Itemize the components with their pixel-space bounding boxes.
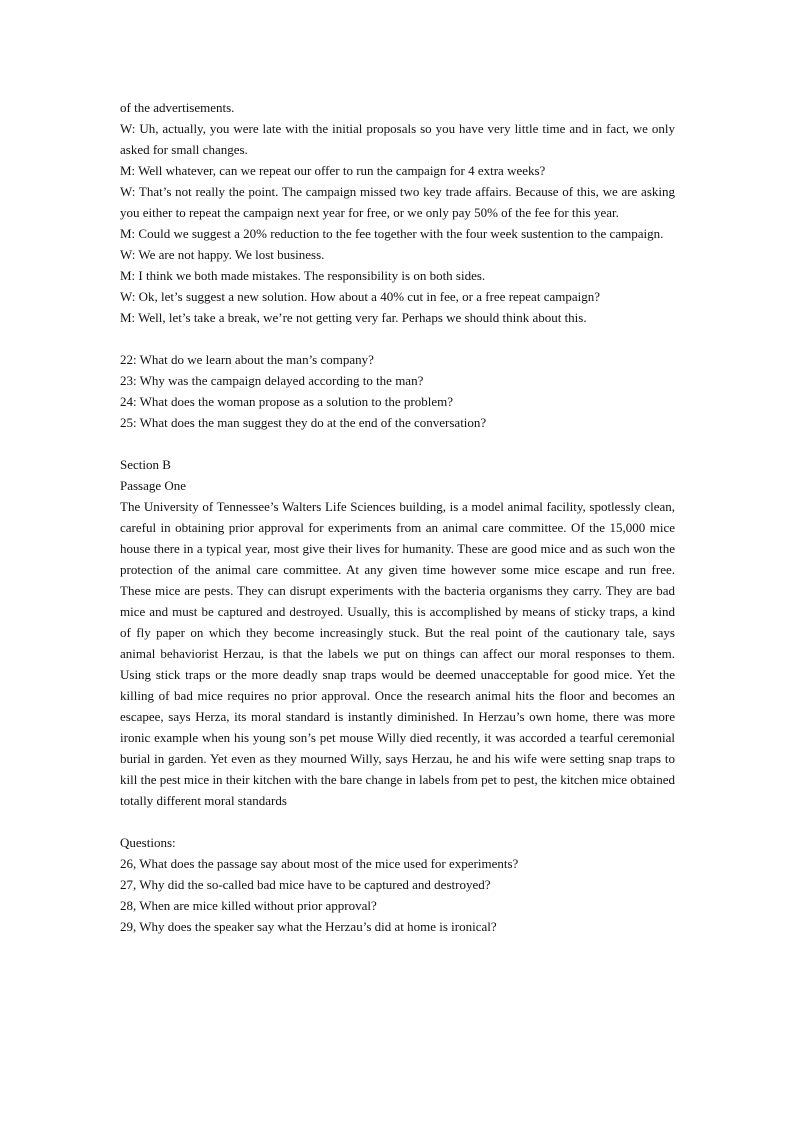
dialogue-line: of the advertisements.	[120, 100, 235, 115]
question-item: 26, What does the passage say about most of the mice used for experiments?	[120, 856, 519, 871]
dialogue-line: M: Well whatever, can we repeat our offer to run the campaign for 4 extra weeks?	[120, 163, 546, 178]
questions-section-b	[120, 832, 675, 937]
question-item: 22: What do we learn about the man’s company?	[120, 352, 374, 367]
dialogue-line: M: Well, let’s take a break, we’re not getting very far. Perhaps we should think about this.	[120, 310, 587, 325]
passage-text: The University of Tennessee’s Walters Life Sciences building, is a model animal facility, spotlessly clean, careful in obtaining prior approval for experiments from an animal care committee. Of the 15,000 mice house there in a typical year, most give their lives for humanity. These are good mice and as such won the protection of the animal care committee. At any given time however some mice escape and run free. These mice are pests. They can disrupt experiments with the bacteria organisms they carry. They are bad mice and must be captured and destroyed. Usually, this is accomplished by means of sticky traps, a kind of fly paper on which they become increasingly stuck. But the real point of the cautionary tale, says animal behaviorist Herzau, is that the labels we put on things can affect our moral responses to them. Using stick traps or the more deadly snap traps would be deemed unacceptable for good mice. Yet the killing of bad mice requires no prior approval. Once the research animal hits the floor and becomes an escapee, says Herza, its moral standard is instantly diminished. In Herzau’s own home, there was more ironic example when his young son’s pet mouse Willy died recently, it was accorded a tearful ceremonial burial in garden. Yet even as they mourned Willy, says Herzau, he and his wife were setting snap traps to kill the pest mice in their kitchen with the bare change in labels from pet to pest, the kitchen mice obtained totally different moral standards	[120, 499, 675, 808]
questions-label: Questions:	[120, 835, 176, 850]
question-item: 25: What does the man suggest they do at the end of the conversation?	[120, 415, 487, 430]
dialogue-block	[120, 97, 675, 328]
section-b	[120, 454, 675, 811]
passage-title: Passage One	[120, 478, 187, 493]
document-page	[120, 97, 675, 937]
dialogue-line: W: We are not happy. We lost business.	[120, 247, 325, 262]
dialogue-line: M: I think we both made mistakes. The responsibility is on both sides.	[120, 268, 486, 283]
dialogue-line: W: Uh, actually, you were late with the initial proposals so you have very little time and in fact, we only asked for small changes.	[120, 121, 675, 157]
dialogue-line: W: Ok, let’s suggest a new solution. How about a 40% cut in fee, or a free repeat campaign?	[120, 289, 600, 304]
question-item: 28, When are mice killed without prior approval?	[120, 898, 377, 913]
question-item: 23: Why was the campaign delayed according to the man?	[120, 373, 424, 388]
questions-section-a	[120, 349, 675, 433]
question-item: 29, Why does the speaker say what the Herzau’s did at home is ironical?	[120, 919, 497, 934]
question-item: 27, Why did the so-called bad mice have to be captured and destroyed?	[120, 877, 491, 892]
section-title: Section B	[120, 457, 171, 472]
dialogue-line: W: That’s not really the point. The campaign missed two key trade affairs. Because of this, we are asking you either to repeat the campaign next year for free, or we only pay 50% of the fee for this year.	[120, 184, 675, 220]
dialogue-line: M: Could we suggest a 20% reduction to the fee together with the four week sustention to the campaign.	[120, 226, 664, 241]
question-item: 24: What does the woman propose as a solution to the problem?	[120, 394, 453, 409]
